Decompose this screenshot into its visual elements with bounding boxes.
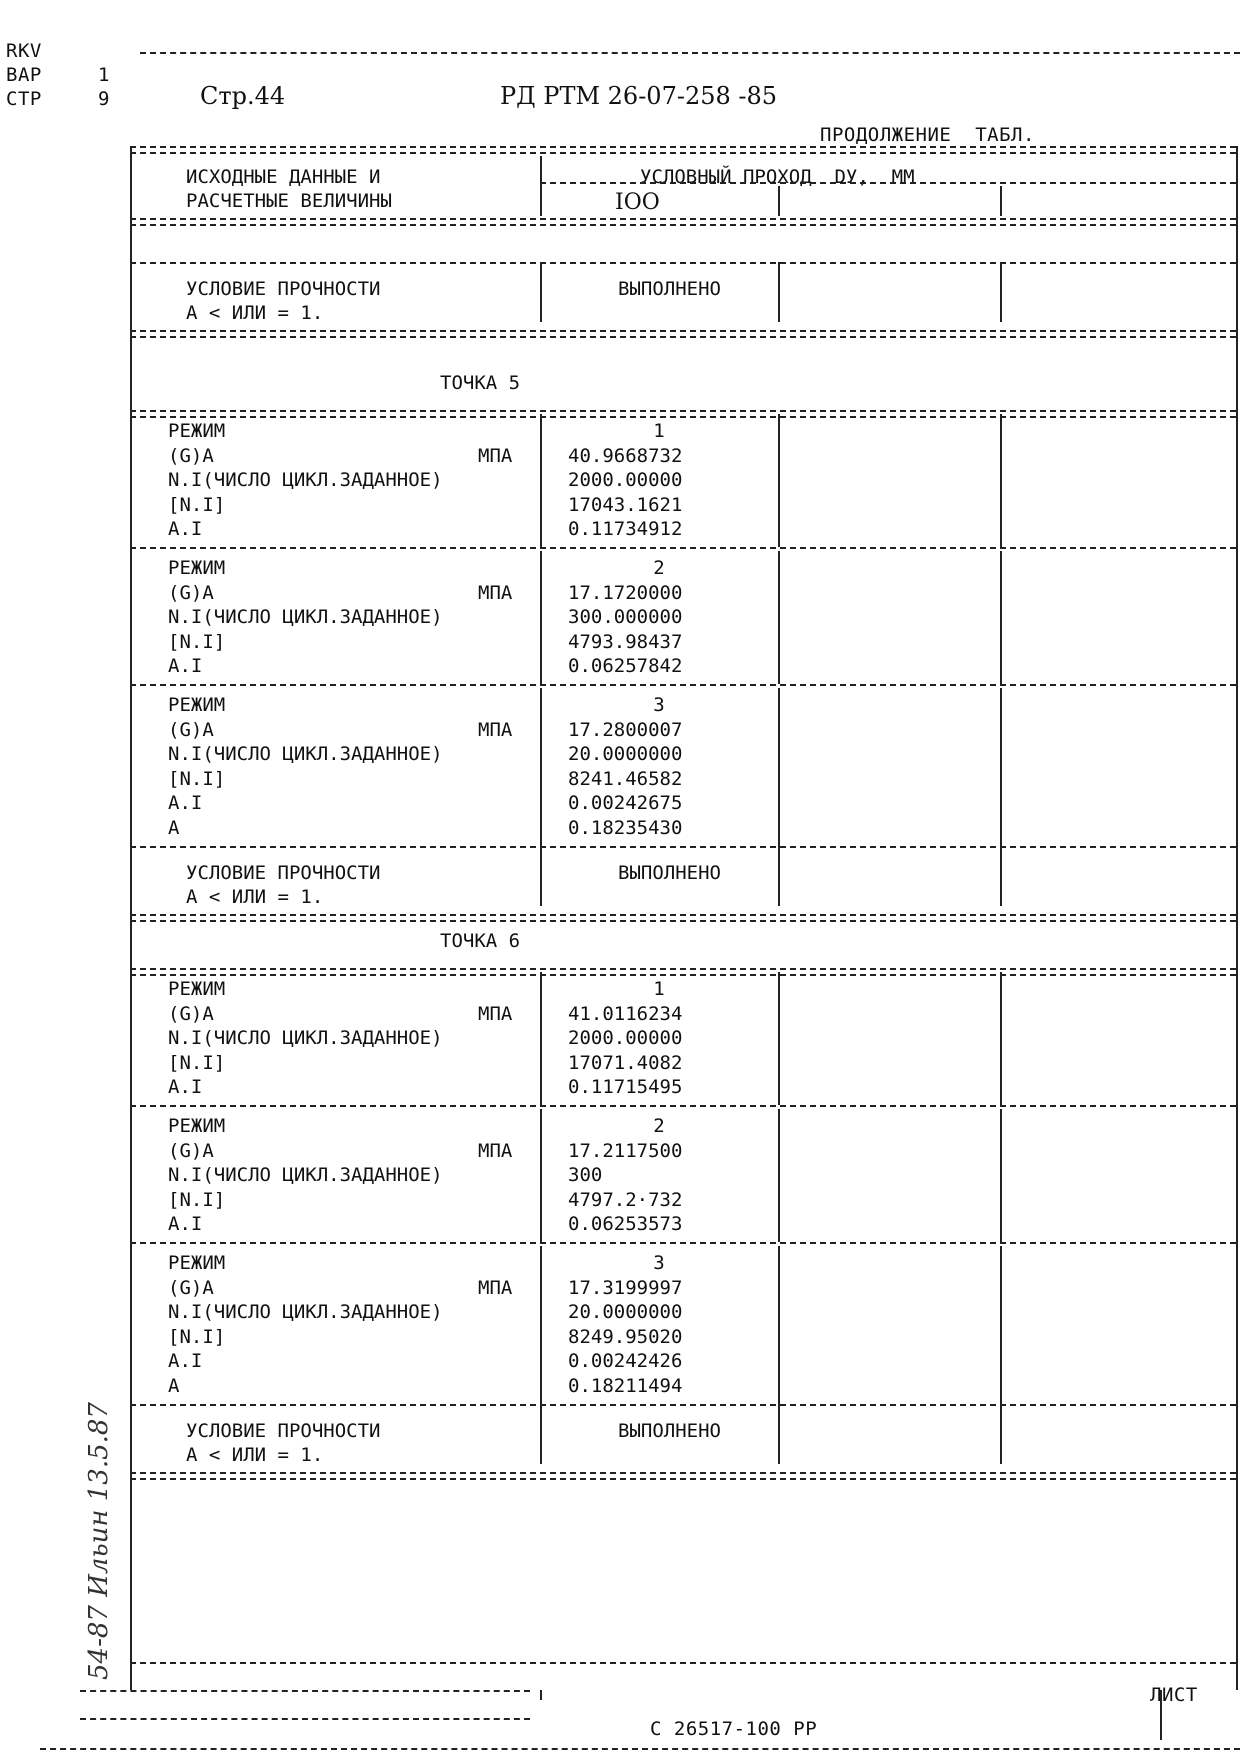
row-label: РЕЖИМ — [168, 420, 226, 442]
column-rule — [1000, 688, 1002, 846]
row-label: A.I — [168, 1076, 203, 1099]
row-label: РЕЖИМ — [168, 557, 226, 579]
column-rule — [1000, 1246, 1002, 1404]
point-title-5: ТОЧКА 5 — [440, 372, 521, 394]
dn-group-header: УСЛОВНЫЙ ПРОХОД DУ, ММ — [640, 166, 915, 188]
row-value: 17043.1621 — [568, 493, 683, 516]
document-code: РД РТМ 26-07-258 -85 — [500, 82, 778, 110]
row-rule — [130, 1105, 1236, 1107]
row-value: 17071.4082 — [568, 1051, 683, 1074]
column-rule — [778, 1109, 780, 1242]
row-unit: МПА — [478, 718, 513, 741]
strength-condition-5-label: УСЛОВИЕ ПРОЧНОСТИ — [186, 861, 381, 884]
row-unit: МПА — [478, 581, 513, 604]
column-rule — [540, 1246, 542, 1404]
strength-condition-top-criterion: A < ИЛИ = 1. — [186, 302, 324, 324]
row-value: 41.0116234 — [568, 1002, 683, 1025]
row-label: [N.I] — [168, 630, 226, 653]
column-rule — [1000, 551, 1002, 684]
column-rule — [1236, 146, 1238, 1690]
row-value: 300 — [568, 1164, 603, 1187]
row-rule — [80, 1718, 530, 1720]
row-rule — [130, 846, 1236, 848]
column-rule — [540, 551, 542, 684]
row-label: (G)A — [168, 718, 214, 741]
row-label: A.I — [168, 655, 203, 678]
column-rule — [1000, 414, 1002, 547]
row-label: [N.I] — [168, 493, 226, 516]
strength-condition-6-result: ВЫПОЛНЕНО — [618, 1419, 721, 1442]
row-value: 17.3199997 — [568, 1276, 683, 1299]
top-border — [140, 52, 1240, 54]
strength-condition-6-label: УСЛОВИЕ ПРОЧНОСТИ — [186, 1419, 381, 1442]
row-label: (G)A — [168, 1276, 214, 1299]
regime-number: 2 — [653, 557, 665, 579]
row-rule — [130, 262, 1236, 264]
double-rule — [130, 914, 1236, 922]
column-rule — [778, 972, 780, 1105]
row-label: (G)A — [168, 1139, 214, 1162]
row-label: РЕЖИМ — [168, 694, 226, 716]
row-label: N.I(ЧИСЛО ЦИКЛ.ЗАДАННОЕ) — [168, 1301, 443, 1324]
row-value: 8241.46582 — [568, 767, 683, 790]
row-value: 300.000000 — [568, 606, 683, 629]
row-value: 0.11715495 — [568, 1076, 683, 1099]
row-value: 20.0000000 — [568, 1301, 683, 1324]
row-label: [N.I] — [168, 1051, 226, 1074]
row-label: N.I(ЧИСЛО ЦИКЛ.ЗАДАННОЕ) — [168, 469, 443, 492]
strength-condition-6-criterion: A < ИЛИ = 1. — [186, 1443, 324, 1466]
point-title-6: ТОЧКА 6 — [440, 930, 521, 952]
regime-number: 1 — [653, 420, 665, 442]
row-value: 0.00242426 — [568, 1350, 683, 1373]
column-rule — [540, 972, 542, 1105]
row-label: РЕЖИМ — [168, 1252, 226, 1274]
column-rule — [778, 1246, 780, 1404]
row-value: 4797.2·732 — [568, 1188, 683, 1211]
row-rule — [130, 1242, 1236, 1244]
double-rule — [130, 330, 1236, 338]
column-rule — [778, 186, 780, 216]
double-rule — [130, 218, 1236, 226]
var-label: ВАР — [6, 64, 42, 86]
row-label: A.I — [168, 1350, 203, 1373]
var-value: 1 — [98, 64, 110, 86]
column-rule — [540, 262, 542, 322]
row-value: 17.1720000 — [568, 581, 683, 604]
row-label: РЕЖИМ — [168, 1115, 226, 1137]
document-number: C 26517-100 PP — [650, 1718, 818, 1740]
column-rule — [540, 846, 542, 906]
row-label: A.I — [168, 792, 203, 815]
column-rule — [778, 1404, 780, 1464]
column-rule — [540, 688, 542, 846]
row-value: 2000.00000 — [568, 1027, 683, 1050]
bottom-border — [40, 1748, 1240, 1750]
row-value: 0.11734912 — [568, 518, 683, 541]
row-label: (G)A — [168, 581, 214, 604]
row-label: A — [168, 817, 180, 839]
row-rule — [130, 547, 1236, 549]
sheet-label: ЛИСТ — [1150, 1684, 1198, 1706]
column-rule — [778, 262, 780, 322]
row-label: [N.I] — [168, 1188, 226, 1211]
column-rule — [540, 1109, 542, 1242]
row-label: [N.I] — [168, 767, 226, 790]
rkv-label: RKV — [6, 40, 42, 62]
strength-condition-5-result: ВЫПОЛНЕНО — [618, 861, 721, 884]
row-rule — [130, 1662, 1236, 1664]
row-label: N.I(ЧИСЛО ЦИКЛ.ЗАДАННОЕ) — [168, 1027, 443, 1050]
row-value: 40.9668732 — [568, 444, 683, 467]
regime-number: 3 — [653, 694, 665, 716]
row-unit: МПА — [478, 444, 513, 467]
row-value: 2000.00000 — [568, 469, 683, 492]
row-value: 17.2800007 — [568, 718, 683, 741]
row-label: A.I — [168, 1213, 203, 1236]
row-label: (G)A — [168, 444, 214, 467]
row-unit: МПА — [478, 1139, 513, 1162]
row-value: 0.18235430 — [568, 817, 683, 839]
row-value: 8249.95020 — [568, 1325, 683, 1348]
row-unit: МПА — [478, 1276, 513, 1299]
row-value: 4793.98437 — [568, 630, 683, 653]
strength-condition-5-criterion: A < ИЛИ = 1. — [186, 885, 324, 908]
row-value: 0.18211494 — [568, 1375, 683, 1397]
strength-condition-top-result: ВЫПОЛНЕНО — [618, 278, 721, 300]
row-value: 20.0000000 — [568, 743, 683, 766]
double-rule — [130, 146, 1236, 154]
row-label: РЕЖИМ — [168, 978, 226, 1000]
page-number: Стр.44 — [200, 82, 286, 110]
str-value: 9 — [98, 88, 110, 110]
double-rule — [130, 968, 1236, 976]
regime-number: 2 — [653, 1115, 665, 1137]
signature-stamp: 54-87 Ильин 13.5.87 — [84, 1402, 114, 1680]
column-rule — [1000, 1404, 1002, 1464]
row-rule — [130, 1404, 1236, 1406]
column-rule — [540, 414, 542, 547]
row-label: (G)A — [168, 1002, 214, 1025]
row-value: 0.00242675 — [568, 792, 683, 815]
double-rule — [130, 410, 1236, 418]
column-rule — [540, 156, 542, 216]
column-rule — [778, 846, 780, 906]
row-label: N.I(ЧИСЛО ЦИКЛ.ЗАДАННОЕ) — [168, 743, 443, 766]
table-continuation: ПРОДОЛЖЕНИЕ ТАБЛ. — [820, 124, 1035, 146]
regime-number: 1 — [653, 978, 665, 1000]
dn-value-100: IOO — [615, 190, 660, 215]
row-label: N.I(ЧИСЛО ЦИКЛ.ЗАДАННОЕ) — [168, 606, 443, 629]
column-rule — [1000, 846, 1002, 906]
double-rule — [130, 1472, 1236, 1480]
row-value: 17.2117500 — [568, 1139, 683, 1162]
column-rule — [540, 1404, 542, 1464]
row-label: A.I — [168, 518, 203, 541]
row-rule — [540, 182, 1236, 184]
column-rule — [1000, 972, 1002, 1105]
row-rule — [80, 1690, 530, 1692]
column-rule — [1000, 186, 1002, 216]
row-label: [N.I] — [168, 1325, 226, 1348]
column-rule — [778, 414, 780, 547]
regime-number: 3 — [653, 1252, 665, 1274]
column-rule — [778, 688, 780, 846]
column-rule — [1000, 1109, 1002, 1242]
column-header-line2: РАСЧЕТНЫЕ ВЕЛИЧИНЫ — [186, 190, 392, 212]
column-rule — [1000, 262, 1002, 322]
row-rule — [130, 684, 1236, 686]
row-unit: МПА — [478, 1002, 513, 1025]
row-label: A — [168, 1375, 180, 1397]
column-rule — [778, 551, 780, 684]
row-label: N.I(ЧИСЛО ЦИКЛ.ЗАДАННОЕ) — [168, 1164, 443, 1187]
column-rule — [540, 1690, 542, 1700]
row-value: 0.06257842 — [568, 655, 683, 678]
column-header-line1: ИСХОДНЫЕ ДАННЫЕ И — [186, 166, 381, 188]
strength-condition-top-label: УСЛОВИЕ ПРОЧНОСТИ — [186, 278, 381, 300]
row-value: 0.06253573 — [568, 1213, 683, 1236]
str-label: СТР — [6, 88, 42, 110]
